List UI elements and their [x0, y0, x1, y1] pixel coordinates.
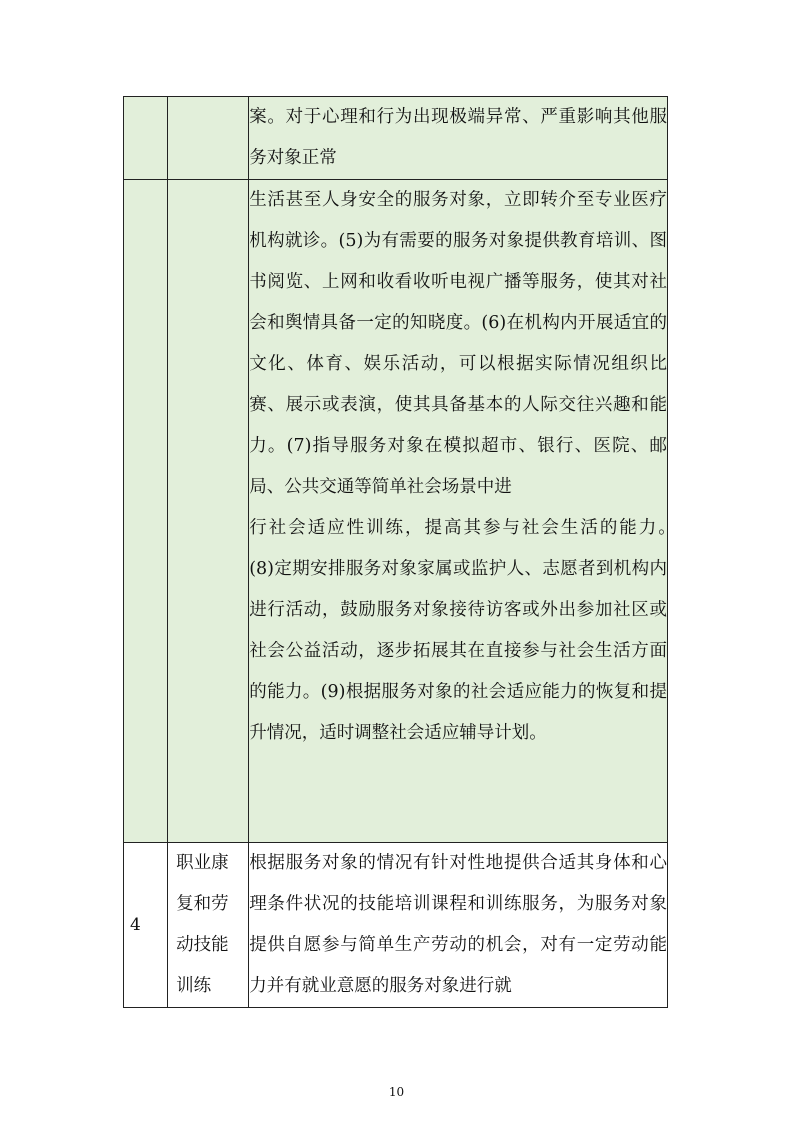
- paragraph: 根据服务对象的情况有针对性地提供合适其身体和心理条件状况的技能培训课程和训练服务，为服务对象提供自愿参与简单生产劳动的机会，对有一定劳动能力并有就业意愿的服务对象进行就: [249, 853, 667, 996]
- label-cell: [168, 180, 249, 843]
- label-line: 训练: [176, 976, 212, 996]
- content-cell: [249, 180, 702, 843]
- label-line: 复和劳: [176, 894, 229, 914]
- table-row: [124, 843, 668, 1008]
- label-line: 职业康: [176, 853, 229, 873]
- number-cell: [124, 97, 168, 180]
- paragraph: 案。对于心理和行为出现极端异常、严重影响其他服务对象正常: [249, 107, 667, 168]
- content-table: [123, 96, 702, 1008]
- paragraph: 生活甚至人身安全的服务对象，立即转介至专业医疗机构就诊。(5)为有需要的服务对象提供教育培训、图书阅览、上网和收看收听电视广播等服务，使其对社会和舆情具备一定的知晓度。(6)在机构内开展适宜的文化、体育、娱乐活动，可以根据实际情况组织比赛、展示或表演，使其具备基本的人际交往兴趣和能力。(7)指导服务对象在模拟超市、银行、医院、邮局、公共交通等简单社会场景中进: [249, 190, 667, 497]
- label-line: 动技能: [176, 935, 229, 955]
- label-cell: [168, 97, 249, 180]
- page-number: 10: [388, 1085, 405, 1099]
- paragraph: 行社会适应性训练，提高其参与社会生活的能力。 (8)定期安排服务对象家属或监护人、志愿者到机构内进行活动，鼓励服务对象接待访客或外出参加社区或社会公益活动，逐步拓展其在直接参与社会生活方面的能力。(9)根据服务对象的社会适应能力的恢复和提升情况，适时调整社会适应辅导计划。: [249, 518, 702, 743]
- content-cell: [249, 97, 668, 180]
- number-cell: 4: [124, 843, 168, 1008]
- table-row: [124, 180, 668, 843]
- content-cell: [249, 843, 668, 1008]
- table-row: [124, 97, 668, 180]
- number-cell: [124, 180, 168, 843]
- label-cell: [168, 843, 249, 1008]
